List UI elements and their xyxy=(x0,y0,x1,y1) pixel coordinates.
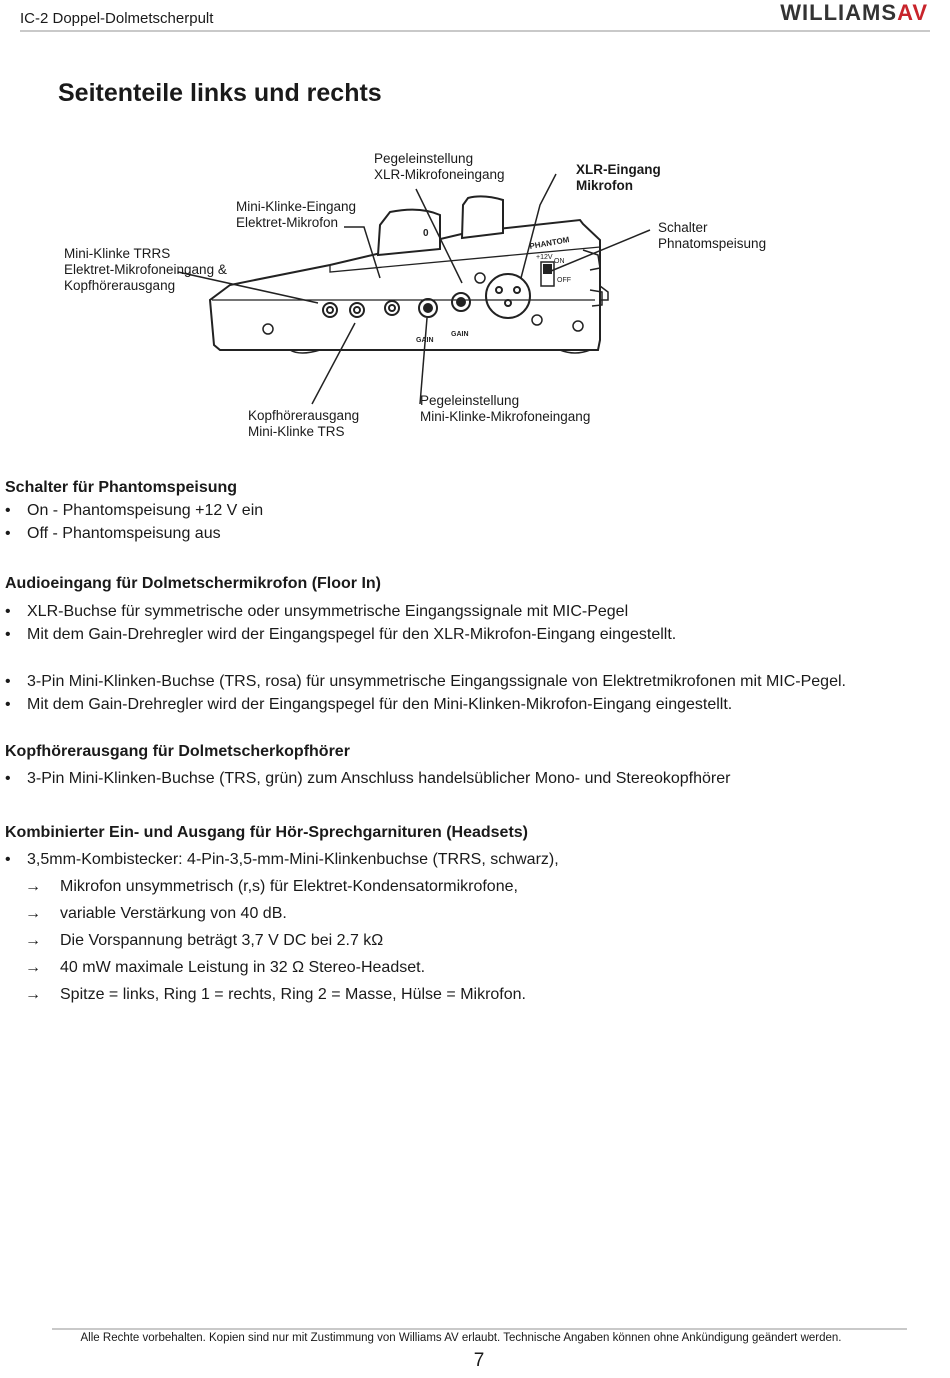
list-item: • 3-Pin Mini-Klinken-Buchse (TRS, rosa) für unsymmetrische Eingangssignale von Elektretmikrofonen mit MIC-Pegel. xyxy=(5,673,846,690)
list-item: • Mit dem Gain-Drehregler wird der Eingangspegel für den Mini-Klinken-Mikrofon-Eingang eingestellt. xyxy=(5,696,733,713)
footer-divider xyxy=(52,1328,907,1330)
footer-notice: Alle Rechte vorbehalten. Kopien sind nur mit Zustimmung von Williams AV erlaubt. Technische Angaben können ohne Ankündigung geändert werden. xyxy=(80,1332,842,1344)
callout-mini-jack-input: Mini-Klinke-Eingang Elektret-Mikrofon xyxy=(236,199,357,230)
list-item: • 3,5mm-Kombistecker: 4-Pin-3,5-mm-Mini-Klinkenbuchse (TRRS, schwarz), xyxy=(5,851,559,868)
svg-text:0: 0 xyxy=(423,228,429,239)
svg-text:ON: ON xyxy=(554,258,565,265)
list-item: • 3-Pin Mini-Klinken-Buchse (TRS, grün) zum Anschluss handelsüblicher Mono- und Stereokopfhörer xyxy=(5,770,731,787)
svg-text:GAIN: GAIN xyxy=(416,337,434,344)
sub-list-item: → variable Verstärkung von 40 dB. xyxy=(25,905,287,922)
list-item: • Off - Phantomspeisung aus xyxy=(5,525,221,542)
page-title: Seitenteile links und rechts xyxy=(58,79,382,107)
williams-av-logo: WILLIAMSAV xyxy=(780,0,928,25)
callout-trrs: Mini-Klinke TRRS Elektret-Mikrofoneingang & Kopfhörerausgang xyxy=(64,246,227,293)
svg-text:OFF: OFF xyxy=(557,277,571,284)
svg-text:PHANTOM: PHANTOM xyxy=(528,235,571,251)
page-number: 7 xyxy=(473,1350,485,1371)
document-title: IC-2 Doppel-Dolmetscherpult xyxy=(20,10,214,27)
section-heading: Kombinierter Ein- und Ausgang für Hör-Sprechgarnituren (Headsets) xyxy=(5,824,529,841)
svg-text:+12V: +12V xyxy=(536,254,553,261)
svg-text:GAIN: GAIN xyxy=(451,331,469,338)
callout-phantom-switch: Schalter Phnatomspeisung xyxy=(658,220,767,251)
sub-list-item: → Spitze = links, Ring 1 = rechts, Ring 2 = Masse, Hülse = Mikrofon. xyxy=(25,986,526,1003)
callout-xlr-input: XLR-Eingang Mikrofon xyxy=(576,162,661,193)
sub-list-item: → Die Vorspannung beträgt 3,7 V DC bei 2.7 kΩ xyxy=(25,932,384,949)
header-divider xyxy=(20,30,930,32)
callout-headphone-out: Kopfhörerausgang Mini-Klinke TRS xyxy=(248,408,360,439)
list-item: • Mit dem Gain-Drehregler wird der Eingangspegel für den XLR-Mikrofon-Eingang eingestellt. xyxy=(5,626,677,643)
list-item: • XLR-Buchse für symmetrische oder unsymmetrische Eingangssignale mit MIC-Pegel xyxy=(5,603,629,620)
side-panel-diagram xyxy=(0,140,950,450)
section-heading: Kopfhörerausgang für Dolmetscherkopfhörer xyxy=(5,743,350,760)
section-heading: Audioeingang für Dolmetschermikrofon (Floor In) xyxy=(5,575,381,592)
callout-xlr-level: Pegeleinstellung XLR-Mikrofoneingang xyxy=(374,151,505,182)
callout-mini-level: Pegeleinstellung Mini-Klinke-Mikrofoneingang xyxy=(420,393,591,424)
section-heading: Schalter für Phantomspeisung xyxy=(5,479,238,496)
sub-list-item: → Mikrofon unsymmetrisch (r,s) für Elektret-Kondensatormikrofone, xyxy=(25,878,518,895)
sub-list-item: → 40 mW maximale Leistung in 32 Ω Stereo-Headset. xyxy=(25,959,426,976)
list-item: • On - Phantomspeisung +12 V ein xyxy=(5,502,264,519)
